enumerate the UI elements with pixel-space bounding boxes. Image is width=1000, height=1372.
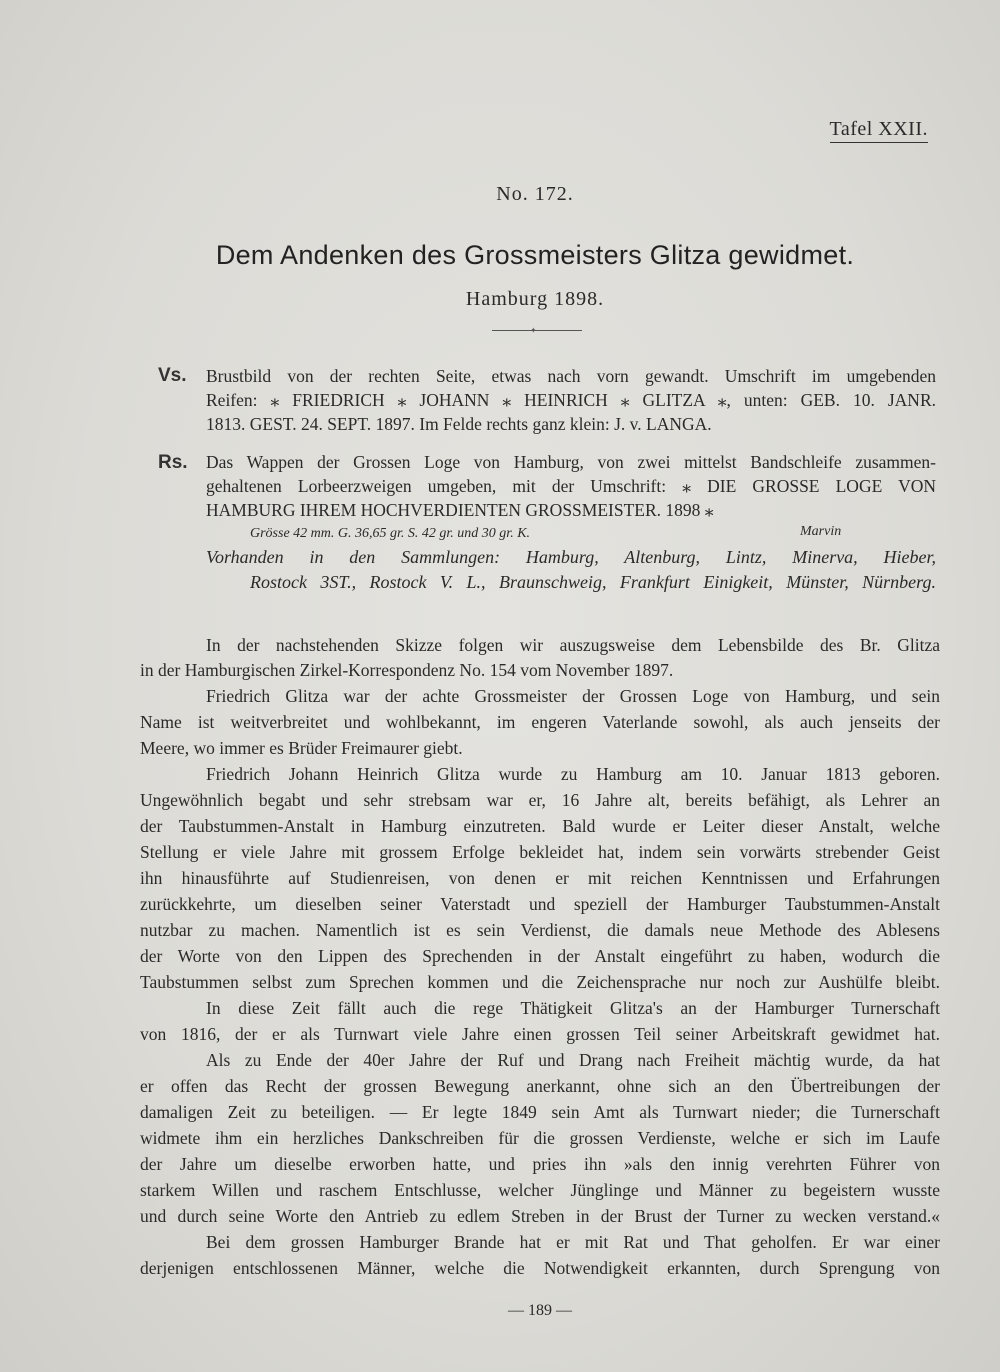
- body-line: Taubstummen selbst zum Sprechen kommen und die Zeichensprache nur noch zur Aushülfe bleibt.: [140, 972, 940, 992]
- body-line: er offen das Recht der grossen Bewegung anerkannt, ohne sich an den Übertreibungen der: [140, 1076, 940, 1096]
- body-line: widmete ihm ein herzliches Dankschreiben für die grossen Verdienste, welche er sich im Laufe: [140, 1128, 940, 1148]
- body-line: ihn hinausführte auf Studienreisen, von denen er mit reichen Kenntnissen und Erfahrungen: [140, 868, 940, 888]
- obverse-line-2: Reifen: ⁎ FRIEDRICH ⁎ JOHANN ⁎ HEINRICH ⁎ GLITZA ⁎, unten: GEB. 10. JANR.: [206, 390, 936, 410]
- place-year: Hamburg 1898.: [465, 288, 605, 310]
- body-line: damaligen Zeit zu beteiligen. — Er legte 1849 sein Amt als Turnwart nieder; die Turnerschaft: [140, 1102, 940, 1122]
- body-line: Meere, wo immer es Brüder Freimaurer giebt.: [140, 738, 463, 758]
- body-line: Bei dem grossen Hamburger Brande hat er mit Rat und That geholfen. Er war einer: [206, 1232, 940, 1252]
- body-line: nutzbar zu machen. Namentlich ist es sein Verdienst, die damals neue Methode des Ablesens: [140, 920, 940, 940]
- medal-specs: Grösse 42 mm. G. 36,65 gr. S. 42 gr. und 30 gr. K.: [250, 526, 531, 541]
- body-line: In diese Zeit fällt auch die rege Thätigkeit Glitza's an der Hamburger Turnerschaft: [206, 998, 940, 1018]
- body-line: Friedrich Glitza war der achte Grossmeister der Grossen Loge von Hamburg, und sein: [206, 686, 940, 706]
- body-line: in der Hamburgischen Zirkel-Korrespondenz No. 154 vom November 1897.: [140, 660, 674, 680]
- reverse-line-3: HAMBURG IHREM HOCHVERDIENTEN GROSSMEISTER. 1898 ⁎: [206, 500, 714, 520]
- body-line: von 1816, der er als Turnwart viele Jahre einen grossen Teil seiner Arbeitskraft gewidmet hat.: [140, 1024, 940, 1044]
- body-line: Ungewöhnlich begabt und sehr strebsam war er, 16 Jahre alt, bereits befähigt, als Lehrer an: [140, 790, 940, 810]
- body-line: Als zu Ende der 40er Jahre der Ruf und Drang nach Freiheit mächtig wurde, da hat: [206, 1050, 940, 1070]
- obverse-label: Vs.: [158, 365, 187, 386]
- body-line: der Worte von den Lippen des Sprechenden in der Anstalt eingeführt zu haben, wodurch die: [140, 946, 940, 966]
- body-line: Name ist weitverbreitet und wohlbekannt, im engeren Vaterlande sowohl, als auch jenseits der: [140, 712, 940, 732]
- body-line: derjenigen entschlossenen Männer, welche die Notwendigkeit erkannten, durch Sprengung von: [140, 1258, 940, 1278]
- collections-line-1: Vorhanden in den Sammlungen: Hamburg, Altenburg, Lintz, Minerva, Hieber,: [206, 547, 936, 567]
- body-line: In der nachstehenden Skizze folgen wir auszugsweise dem Lebensbilde des Br. Glitza: [206, 635, 940, 655]
- medal-specs-extra: Marvin: [800, 524, 842, 539]
- reverse-line-1: Das Wappen der Grossen Loge von Hamburg, von zwei mittelst Bandschleife zusammen-: [206, 452, 936, 472]
- plate-label: Tafel XXII.: [830, 118, 929, 143]
- body-line: Friedrich Johann Heinrich Glitza wurde zu Hamburg am 10. Januar 1813 geboren.: [206, 764, 940, 784]
- medal-number: No. 172.: [496, 183, 574, 205]
- page-title: Dem Andenken des Grossmeisters Glitza gewidmet.: [215, 240, 855, 270]
- obverse-line-1: Brustbild von der rechten Seite, etwas nach vorn gewandt. Umschrift im umgebenden: [206, 366, 936, 386]
- collections-line-2: Rostock 3ST., Rostock V. L., Braunschweig, Frankfurt Einigkeit, Münster, Nürnberg.: [250, 572, 936, 592]
- ornament-mark: ✦: [530, 326, 537, 335]
- body-line: und durch seine Worte den Antrieb zu edlem Streben in der Brust der Turner zu wecken verstand.«: [140, 1206, 940, 1226]
- body-line: der Taubstummen-Anstalt in Hamburg einzutreten. Bald wurde er Leiter dieser Anstalt, welche: [140, 816, 940, 836]
- body-line: der Jahre um dieselbe erworben hatte, und pries ihn »als den innig verehrten Führer von: [140, 1154, 940, 1174]
- reverse-label: Rs.: [158, 452, 188, 473]
- body-line: Stellung er viele Jahre mit grossem Erfolge bekleidet hat, indem sein vorwärts strebender Geist: [140, 842, 940, 862]
- obverse-line-3: 1813. GEST. 24. SEPT. 1897. Im Felde rechts ganz klein: J. v. LANGA.: [206, 414, 712, 434]
- body-line: starkem Willen und raschem Entschlusse, welcher Jünglinge und Männer zu begeistern wusste: [140, 1180, 940, 1200]
- page-number: — 189 —: [508, 1302, 572, 1319]
- ornament-rule: [492, 330, 582, 331]
- reverse-line-2: gehaltenen Lorbeerzweigen umgeben, mit der Umschrift: ⁎ DIE GROSSE LOGE VON: [206, 476, 936, 496]
- body-line: zurückkehrte, um dieselben seiner Vaterstadt und speziell der Hamburger Taubstummen-Anstalt: [140, 894, 940, 914]
